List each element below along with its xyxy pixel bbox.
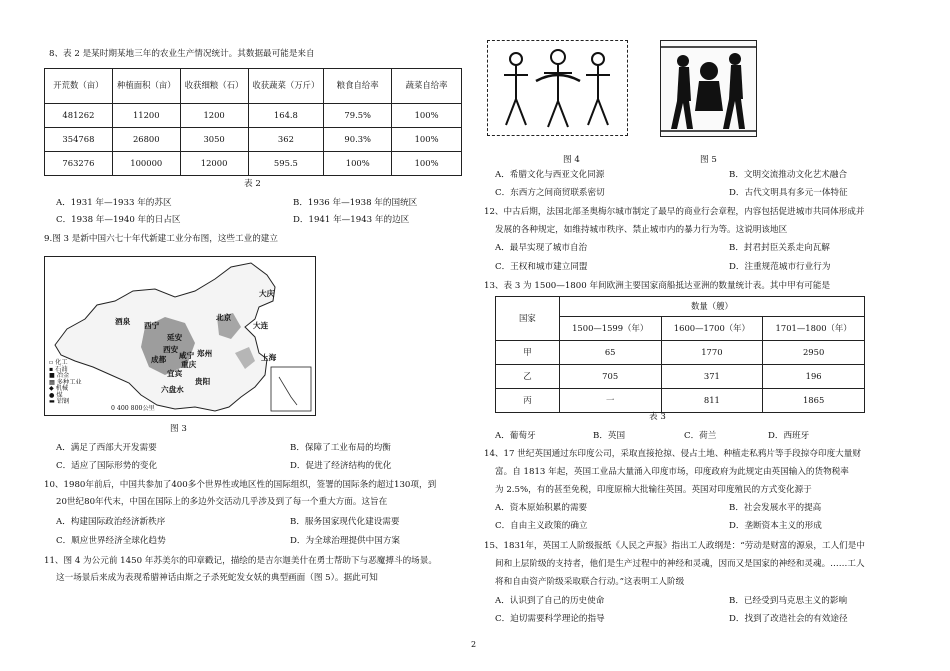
q15-option-a[interactable]: A．认识到了自己的历史使命: [495, 596, 605, 606]
vase-painting-graphic: [661, 41, 756, 136]
q11-line1: 11、图 4 为公元前 1450 年苏美尔的印章戳记，描绘的是吉尔迦美什在勇士帮助下与恶魔搏斗的场景。: [44, 556, 437, 566]
city-zhengzhou: 郑州: [197, 349, 213, 358]
figure-4-image: [487, 40, 628, 136]
q10-line1: 10、1980年前后，中国共参加了400多个世界性或地区性的国际组织，签署的国际条约超过130项，到: [44, 480, 437, 490]
q10-option-c[interactable]: C．顺应世界经济全球化趋势: [56, 536, 166, 546]
q15-line3: 将和自由资产阶级采取联合行动。”这表明工人阶级: [495, 577, 685, 587]
q14-line1: 14、17 世纪英国通过东印度公司，采取直接抢掠、侵占土地、种植走私鸦片等手段掠夺印度大量财: [484, 449, 861, 459]
th-open: 开荒数（亩）: [45, 69, 113, 104]
table-3: [495, 296, 865, 413]
th-veg: 收获蔬菜（万斤）: [248, 69, 324, 104]
q8-option-c[interactable]: C．1938 年—1940 年的日占区: [56, 215, 181, 225]
city-liupanshui: 六盘水: [161, 385, 184, 394]
q10-option-a[interactable]: A．构建国际政治经济新秩序: [56, 517, 166, 527]
q12-line1: 12、中古后期，法国北部圣奥梅尔城市制定了最早的商业行会章程，内容包括促进城市共同体形成并: [484, 207, 865, 217]
q9-stem: 9.图 3 是新中国六七十年代新建工业分布图，这些工业的建立: [44, 234, 278, 244]
q9-option-b[interactable]: B．保障了工业布局的均衡: [290, 443, 391, 453]
legend-item: ● 煤: [49, 391, 63, 399]
q12-option-b[interactable]: B．封君封臣关系走向瓦解: [729, 243, 830, 253]
figure-3-caption: 图 3: [170, 424, 187, 434]
th-count: 数量（艘）: [559, 297, 864, 317]
th-plant: 种植面积（亩）: [112, 69, 180, 104]
map-scale: 0 400 800公里: [111, 405, 155, 412]
city-xian: 西安: [163, 345, 179, 354]
q12-line2: 发展的各种规定，如维持城市秩序、禁止城市内的暴力行为等。这说明该地区: [495, 225, 788, 235]
city-xianning: 咸宁: [179, 351, 195, 360]
th-vegrate: 蔬菜自给率: [392, 69, 462, 104]
city-beijing: 北京: [216, 313, 232, 322]
legend-item: ▬ 铝钢: [49, 398, 70, 405]
q10-option-d[interactable]: D．为全球治理提供中国方案: [290, 536, 401, 546]
q15-option-d[interactable]: D．找到了改造社会的有效途径: [729, 614, 848, 624]
th-period-1: 1500—1599（年）: [559, 317, 661, 341]
legend-item: ▫ 化工: [49, 359, 68, 366]
table-3-caption: 表 3: [649, 412, 666, 422]
q9-option-d[interactable]: D．促进了经济结构的优化: [290, 461, 392, 471]
legend-item: ■ 冶金: [49, 372, 70, 379]
table-2: [44, 68, 462, 176]
city-xining: 西宁: [144, 321, 160, 330]
table-row: 甲 65 1770 2950: [496, 341, 865, 365]
industry-map-figure: [44, 256, 316, 416]
q14-line3: 为 2.5%，有的甚至免税，印度原棉大批输往英国。英国对印度殖民的方式变化源于: [495, 485, 812, 495]
city-yibin: 宜宾: [167, 369, 183, 378]
table-row: 乙 705 371 196: [496, 365, 865, 389]
city-guiyang: 贵阳: [195, 377, 211, 386]
q10-line2: 20世纪80年代末，中国在国际上的多边外交活动几乎涉及到了每一个重大方面。这旨在: [56, 497, 388, 507]
q9-option-a[interactable]: A．满足了西部大开发需要: [56, 443, 157, 453]
q15-option-c[interactable]: C．迫切需要科学理论的指导: [495, 614, 605, 624]
q13-option-a[interactable]: A．葡萄牙: [495, 431, 536, 441]
figure-4-caption: 图 4: [563, 155, 580, 165]
q11-option-a[interactable]: A．希腊文化与西亚文化同源: [495, 170, 605, 180]
city-daqing: 大庆: [259, 289, 275, 298]
q13-option-c[interactable]: C．荷兰: [684, 431, 717, 441]
city-chongqing: 重庆: [181, 360, 197, 369]
q13-option-d[interactable]: D．西班牙: [768, 431, 810, 441]
page-number: 2: [471, 640, 477, 649]
th-country: 国家: [496, 297, 560, 341]
table-row: 丙 一 811 1865: [496, 389, 865, 413]
legend-item: ▦ 多种工业: [49, 378, 82, 386]
q15-line1: 15、1831年，英国工人阶级报纸《人民之声报》指出工人政纲是：“劳动是财富的源泉，工人们是中: [484, 541, 865, 551]
th-period-3: 1701—1800（年）: [763, 317, 865, 341]
th-grain: 收获细粮（石）: [180, 69, 248, 104]
q8-option-a[interactable]: A．1931 年—1933 年的苏区: [56, 198, 172, 208]
th-period-2: 1600—1700（年）: [661, 317, 763, 341]
q12-option-d[interactable]: D．注重规范城市行业行为: [729, 262, 831, 272]
q14-option-d[interactable]: D．垄断资本主义的形成: [729, 521, 822, 531]
q12-option-c[interactable]: C．王权和城市建立同盟: [495, 262, 588, 272]
legend-item: ◆ 机械: [49, 385, 69, 392]
q15-option-b[interactable]: B．已经受到马克思主义的影响: [729, 596, 848, 606]
q8-option-b[interactable]: B．1936 年—1938 年的国统区: [293, 198, 418, 208]
table-row: 763276 100000 12000 595.5 100% 100%: [45, 152, 462, 176]
q10-option-b[interactable]: B．服务国家现代化建设需要: [290, 517, 400, 527]
q13-option-b[interactable]: B．英国: [593, 431, 626, 441]
q8-option-d[interactable]: D．1941 年—1943 年的边区: [293, 215, 410, 225]
city-yanan: 延安: [167, 333, 183, 342]
q14-line2: 富。自 1813 年起，英国工业品大量涌入印度市场，印度政府为此规定由英国输入的货物税率: [495, 467, 849, 477]
q14-option-a[interactable]: A．资本原始积累的需要: [495, 503, 588, 513]
seal-impression-graphic: [488, 41, 627, 135]
q12-option-a[interactable]: A．最早实现了城市自治: [495, 243, 588, 253]
city-shanghai: 上海: [261, 353, 277, 362]
q14-option-b[interactable]: B．社会发展水平的提高: [729, 503, 822, 513]
map-legend: [49, 360, 82, 406]
q13-stem: 13、表 3 为 1500—1800 年间欧洲主要国家商船抵达亚洲的数量统计表。其中甲有可能是: [484, 281, 831, 291]
figure-5-image: [660, 40, 757, 137]
table-2-caption: 表 2: [244, 179, 261, 189]
q11-option-d[interactable]: D．古代文明具有多元一体特征: [729, 188, 848, 198]
table-row: 481262 11200 1200 164.8 79.5% 100%: [45, 104, 462, 128]
q11-option-b[interactable]: B．文明交流推动文化艺术融合: [729, 170, 848, 180]
legend-item: ▪ 石油: [49, 365, 68, 373]
q11-option-c[interactable]: C．东西方之间商贸联系密切: [495, 188, 605, 198]
th-grainrate: 粮食自给率: [324, 69, 392, 104]
q14-option-c[interactable]: C．自由主义政策的确立: [495, 521, 588, 531]
figure-5-caption: 图 5: [700, 155, 717, 165]
city-chengdu: 成都: [151, 355, 167, 364]
q11-line2: 这一场景后来成为表现希腊神话由斯之子杀死蛇发女妖的典型画面（图 5）。据此可知: [56, 573, 378, 583]
city-dalian: 大连: [253, 321, 269, 330]
city-jiuquan: 酒泉: [115, 317, 131, 326]
q9-option-c[interactable]: C．适应了国际形势的变化: [56, 461, 158, 471]
q15-line2: 间和上层阶级的支持者，他们是生产过程中的神经和灵魂，因而又是国家的神经和灵魂。……工人: [495, 559, 865, 569]
q8-stem: 8、表 2 是某时期某地三年的农业生产情况统计。其数据最可能是来自: [49, 49, 315, 59]
table-row: 354768 26800 3050 362 90.3% 100%: [45, 128, 462, 152]
